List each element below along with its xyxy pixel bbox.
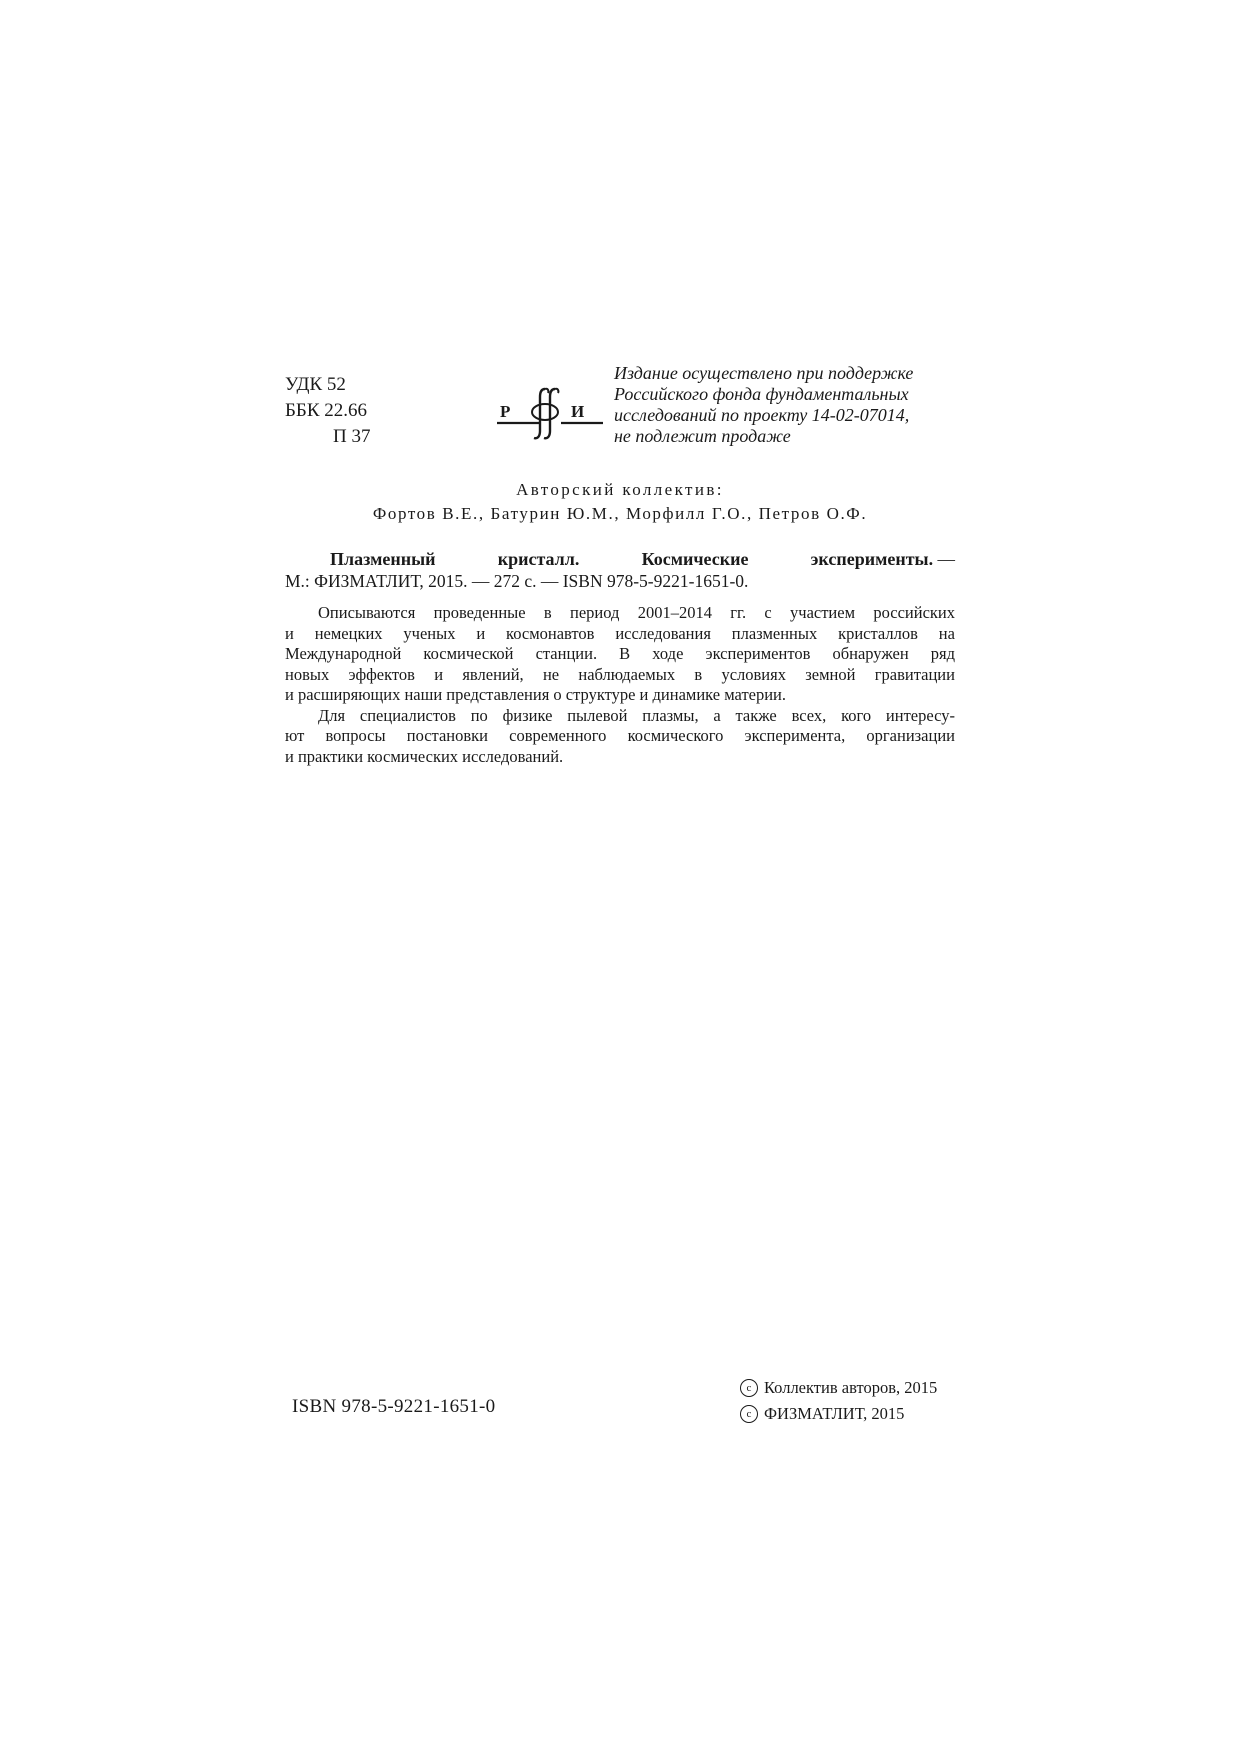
bbk-code: ББК 22.66 [285,400,367,421]
classification-codes [285,372,370,450]
publisher-line: М.: ФИЗМАТЛИТ, 2015. — 272 с. — ISBN 978-5-9221-1651-0. [285,571,749,591]
logo-letter-f: Ф [495,383,496,384]
author-mark: П 37 [333,426,371,447]
support-note [614,363,954,447]
book-title-line [285,548,955,570]
authors-names: Фортов В.Е., Батурин Ю.М., Морфилл Г.О., Петров О.Ф. [372,504,868,523]
isbn: ISBN 978-5-9221-1651-0 [292,1396,496,1417]
authors-heading: Авторский коллектив: [516,480,724,499]
title-word: кристалл. [497,549,580,569]
abstract-line: Описываются проведенные в период 2001–2014 гг. с участием российских [318,603,955,622]
bibliographic-entry [285,548,955,592]
copyright-icon: c [740,1405,758,1423]
title-word: Плазменный [330,549,436,569]
copyright-authors: Коллектив авторов, 2015 [764,1378,938,1397]
udk-code: УДК 52 [285,374,346,395]
copyright-icon: c [740,1379,758,1397]
abstract-line: и расширяющих наши представления о структуре и динамике материи. [285,685,787,704]
abstract [285,603,955,767]
title-word: эксперименты. [810,549,934,569]
support-line: Российского фонда фундаментальных [614,384,909,404]
title-word: Космические [641,549,749,569]
copyright-block [740,1375,937,1427]
authors-block [285,478,955,526]
title-dash: — [937,549,955,569]
abstract-line: Международной космической станции. В ходе экспериментов обнаружен ряд [285,644,955,663]
abstract-line: Для специалистов по физике пылевой плазмы, а также всех, кого интересу- [318,705,955,725]
abstract-line: и немецких ученых и космонавтов исследования плазменных кристаллов на [285,623,955,643]
abstract-line: ют вопросы постановки современного космического эксперимента, организации [285,726,955,745]
logo-letter-i: И [571,402,585,421]
copyright-publisher: ФИЗМАТЛИТ, 2015 [764,1404,905,1423]
logo-letter-r: Р [500,402,511,421]
rffi-logo-icon [495,383,605,443]
support-line: не подлежит продаже [614,426,791,446]
abstract-line: и практики космических исследований. [285,746,564,766]
abstract-line: новых эффектов и явлений, не наблюдаемых в условиях земной гравитации [285,664,955,684]
support-line: исследований по проекту 14-02-07014, [614,405,910,425]
support-line: Издание осуществлено при поддержке [614,363,914,383]
